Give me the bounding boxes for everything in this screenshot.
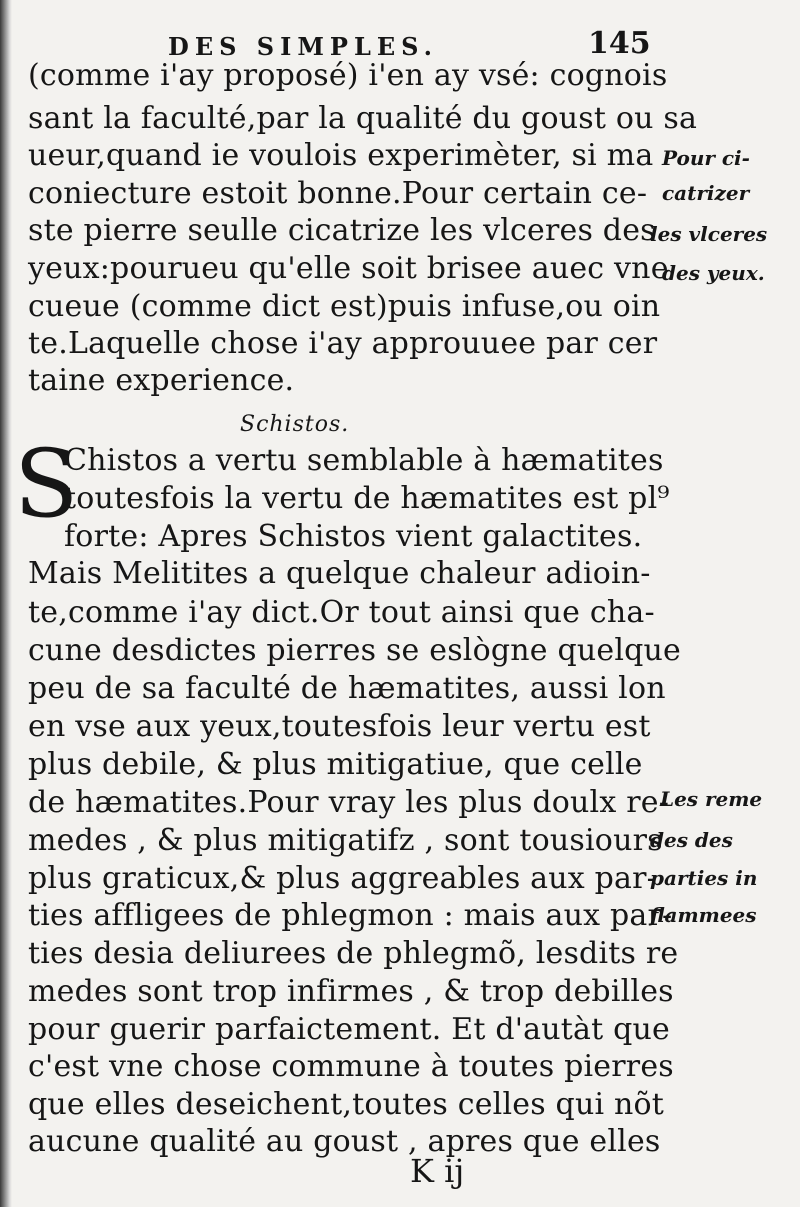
text-line: medes sont trop infirmes , & trop debilles	[28, 974, 674, 1009]
text-line: Mais Melitites a quelque chaleur adioin-	[28, 556, 651, 591]
marginal-note-line: des des	[650, 828, 733, 852]
marginal-note-line: parties in	[650, 866, 758, 890]
text-line: coniecture estoit bonne.Pour certain ce-	[28, 176, 648, 211]
signature-mark: K ij	[410, 1152, 465, 1190]
marginal-note-line: Les reme	[660, 787, 763, 811]
text-line: ties affligees de phlegmon : mais aux par-	[28, 898, 673, 933]
text-line: aucune qualité au goust , apres que elles	[28, 1124, 661, 1159]
text-line: taine experience.	[28, 363, 295, 398]
text-line: c'est vne chose commune à toutes pierres	[28, 1049, 674, 1084]
page-gutter-shadow	[0, 0, 12, 1207]
text-line: plus graticux,& plus aggreables aux par-	[28, 861, 657, 896]
page-number: 145	[588, 26, 651, 61]
text-line: ste pierre seulle cicatrize les vlceres des	[28, 213, 656, 248]
text-line: sant la faculté,par la qualité du goust ou sa	[28, 101, 698, 136]
marginal-note-line: flammees	[650, 903, 757, 927]
text-line: forte: Apres Schistos vient galactites.	[64, 519, 643, 554]
running-title: DES SIMPLES.	[168, 32, 438, 61]
text-line: ueur,quand ie voulois experimèter, si ma	[28, 138, 654, 173]
text-line: medes , & plus mitigatifz , sont tousiours	[28, 823, 663, 858]
text-line: de hæmatites.Pour vray les plus doulx re-	[28, 785, 670, 820]
text-line: en vse aux yeux,toutesfois leur vertu est	[28, 709, 651, 744]
text-line: toutesfois la vertu de hæmatites est pl⁹	[64, 481, 670, 516]
marginal-note-line: des yeux.	[662, 261, 765, 285]
marginal-note-line: catrizer	[662, 181, 750, 205]
text-line: Chistos a vertu semblable à hæmatites	[64, 443, 664, 478]
text-line: te,comme i'ay dict.Or tout ainsi que cha-	[28, 595, 655, 630]
text-line: plus debile, & plus mitigatiue, que celle	[28, 747, 643, 782]
text-line: ties desia deliurees de phlegmõ, lesdits re	[28, 936, 679, 971]
marginal-note-line: les vlceres	[650, 222, 768, 246]
text-line: cueue (comme dict est)puis infuse,ou oin	[28, 289, 661, 324]
section-title: Schistos.	[240, 412, 350, 437]
text-line: yeux:pourueu qu'elle soit brisee auec vne	[28, 251, 669, 286]
text-line: cune desdictes pierres se eslògne quelque	[28, 633, 682, 668]
text-line: que elles deseichent,toutes celles qui nõt	[28, 1087, 665, 1122]
text-line: te.Laquelle chose i'ay approuuee par cer	[28, 326, 658, 361]
text-line: peu de sa faculté de hæmatites, aussi lon	[28, 671, 666, 706]
drop-cap-initial: S	[14, 430, 79, 539]
text-line: pour guerir parfaictement. Et d'autàt que	[28, 1012, 670, 1047]
marginal-note-line: Pour ci-	[662, 146, 750, 170]
text-line: (comme i'ay proposé) i'en ay vsé: cognois	[28, 58, 668, 93]
